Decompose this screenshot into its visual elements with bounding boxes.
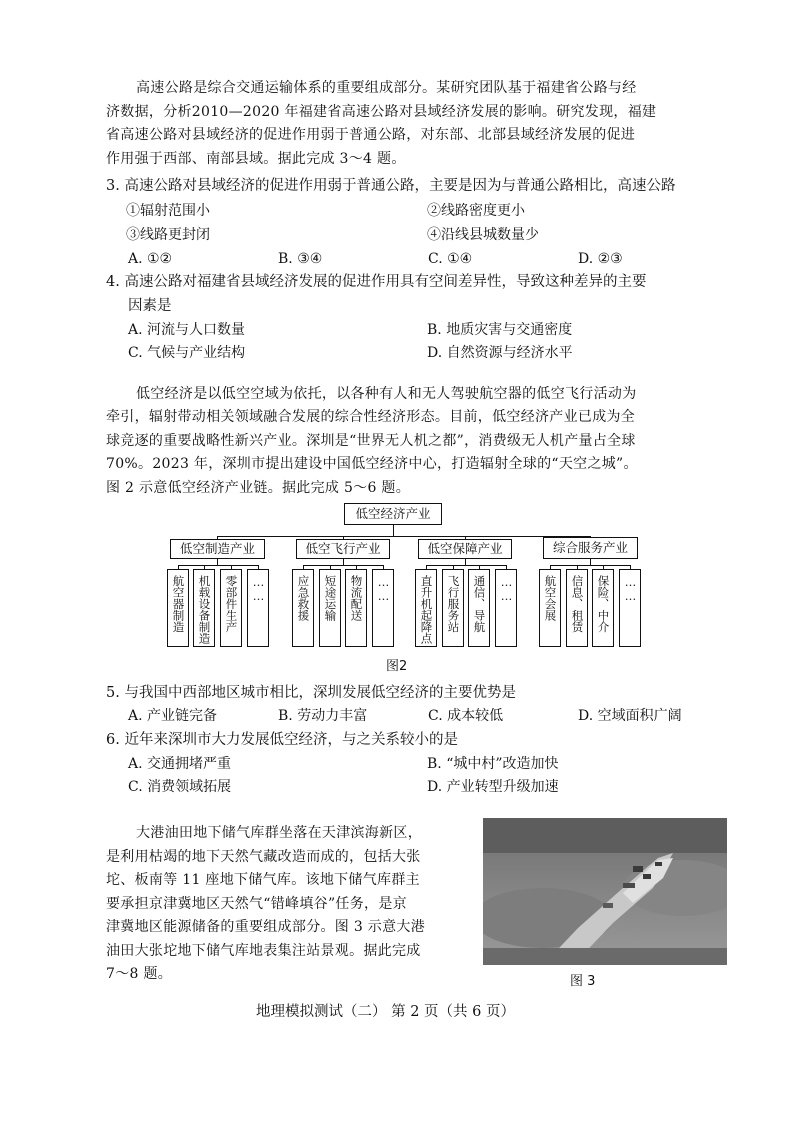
diagram-item: 航空器制造 (167, 569, 189, 647)
connector (393, 525, 394, 536)
question-5-option-b: B. 劳动力丰富 (278, 708, 368, 724)
question-3-option-c: C. ①④ (428, 251, 473, 267)
diagram-root: 低空经济产业 (344, 503, 442, 525)
diagram-group-flight: 低空飞行产业 (296, 539, 390, 559)
diagram-item: 机载设备制造 (193, 569, 215, 647)
question-5-option-c: C. 成本较低 (428, 708, 504, 724)
question-3-option-a: A. ①② (128, 251, 173, 267)
question-6-option-c: C. 消费领域拓展 (128, 779, 232, 795)
passage-1-line: 高速公路是综合交通运输体系的重要组成部分。某研究团队基于福建省公路与经 (136, 80, 637, 96)
connector (217, 536, 591, 537)
diagram-item: 零部件生产 (220, 569, 242, 647)
question-6-option-a: A. 交通拥堵严重 (128, 756, 232, 772)
diagram-item: …… (619, 569, 641, 647)
diagram-group-services: 综合服务产业 (543, 537, 638, 559)
question-3-stem: 3. 高速公路对县域经济的促进作用弱于普通公路，主要是因为与普通公路相比，高速公路 (106, 178, 676, 194)
question-4-option-c: C. 气候与产业结构 (128, 345, 246, 361)
diagram-group-manufacturing: 低空制造产业 (170, 539, 265, 559)
connector (303, 565, 383, 566)
diagram-item: 信息、租赁 (566, 569, 588, 647)
passage-1-line: 济数据，分析2010—2020 年福建省高速公路对县域经济发展的影响。研究发现，福建 (106, 104, 657, 120)
passage-2-line: 低空经济是以低空空域为依托，以各种有人和无人驾驶航空器的低空飞行活动为 (136, 386, 637, 402)
diagram-item: 飞行服务站 (442, 569, 464, 647)
question-4-stem: 因素是 (128, 298, 172, 314)
question-3-item: ③线路更封闭 (126, 227, 210, 243)
question-4-option-a: A. 河流与人口数量 (128, 322, 246, 338)
diagram-item: 通信、导航 (468, 569, 490, 647)
question-5-option-d: D. 空域面积广阔 (578, 708, 682, 724)
diagram-item: 物流配送 (345, 569, 367, 647)
question-5-option-a: A. 产业链完备 (128, 708, 218, 724)
diagram-group-support: 低空保障产业 (418, 539, 512, 559)
passage-1-line: 作用强于西部、南部县域。据此完成 3～4 题。 (106, 151, 406, 167)
diagram-item: 直升机起降点 (415, 569, 437, 647)
connector (426, 565, 506, 566)
passage-2-line: 牵引，辐射带动相关领域融合发展的综合性经济形态。目前，低空经济产业已成为全 (106, 409, 636, 425)
question-6-stem: 6. 近年来深圳市大力发展低空经济，与之关系较小的是 (106, 732, 458, 748)
passage-3-line: 坨、板南等 11 座地下储气库。该地下储气库群主 (106, 872, 420, 888)
passage-1-line: 省高速公路对县域经济的促进作用弱于普通公路，对东部、北部县域经济发展的促进 (106, 127, 636, 143)
question-6-option-b: B. “城中村”改造加快 (427, 756, 559, 772)
connector (178, 565, 258, 566)
diagram-item: 应急救援 (292, 569, 314, 647)
aerial-landscape-image (483, 818, 727, 965)
question-3-option-d: D. ②③ (578, 251, 623, 267)
diagram-item: 短途运输 (319, 569, 341, 647)
passage-3-line: 大港油田地下储气库群坐落在天津滨海新区， (136, 825, 422, 841)
question-6-option-d: D. 产业转型升级加速 (427, 779, 559, 795)
connector (550, 565, 630, 566)
question-3-option-b: B. ③④ (278, 251, 323, 267)
question-4-option-b: B. 地质灾害与交通密度 (427, 322, 573, 338)
passage-3-line: 是利用枯竭的地下天然气藏改造而成的，包括大张 (106, 849, 421, 865)
page-footer: 地理模拟测试（二） 第 2 页（共 6 页） (256, 1004, 515, 1020)
figure-2-caption: 图2 (386, 659, 408, 674)
passage-2-line: 图 2 示意低空经济产业链。据此完成 5～6 题。 (106, 480, 411, 496)
question-5-stem: 5. 与我国中西部地区城市相比，深圳发展低空经济的主要优势是 (106, 685, 516, 701)
diagram-item: 航空会展 (539, 569, 561, 647)
question-3-item: ②线路密度更小 (427, 203, 525, 219)
diagram-item: …… (372, 569, 394, 647)
passage-3-line: 7～8 题。 (106, 966, 173, 982)
passage-2-line: 70%。2023 年，深圳市提出建设中国低空经济中心，打造辐射全球的“天空之城”。 (106, 456, 638, 472)
diagram-item: …… (247, 569, 269, 647)
passage-3-line: 津冀地区能源储备的重要组成部分。图 3 示意大港 (106, 919, 426, 935)
passage-3-line: 油田大张坨地下储气库地表集注站景观。据此完成 (106, 943, 421, 959)
question-4-option-d: D. 自然资源与经济水平 (427, 345, 573, 361)
question-3-item: ①辐射范围小 (126, 203, 210, 219)
passage-3-line: 要承担京津冀地区天然气“错峰填谷”任务，是京 (106, 896, 407, 912)
figure-3-caption: 图 3 (570, 974, 596, 989)
passage-2-line: 球竞逐的重要战略性新兴产业。深圳是“世界无人机之都”，消费级无人机产量占全球 (106, 433, 636, 449)
question-4-stem: 4. 高速公路对福建省县域经济发展的促进作用具有空间差异性，导致这种差异的主要 (106, 274, 647, 290)
figure-3-photo (483, 818, 727, 965)
question-3-item: ④沿线县城数量少 (427, 227, 539, 243)
diagram-item: …… (495, 569, 517, 647)
diagram-item: 保险、中介 (592, 569, 614, 647)
